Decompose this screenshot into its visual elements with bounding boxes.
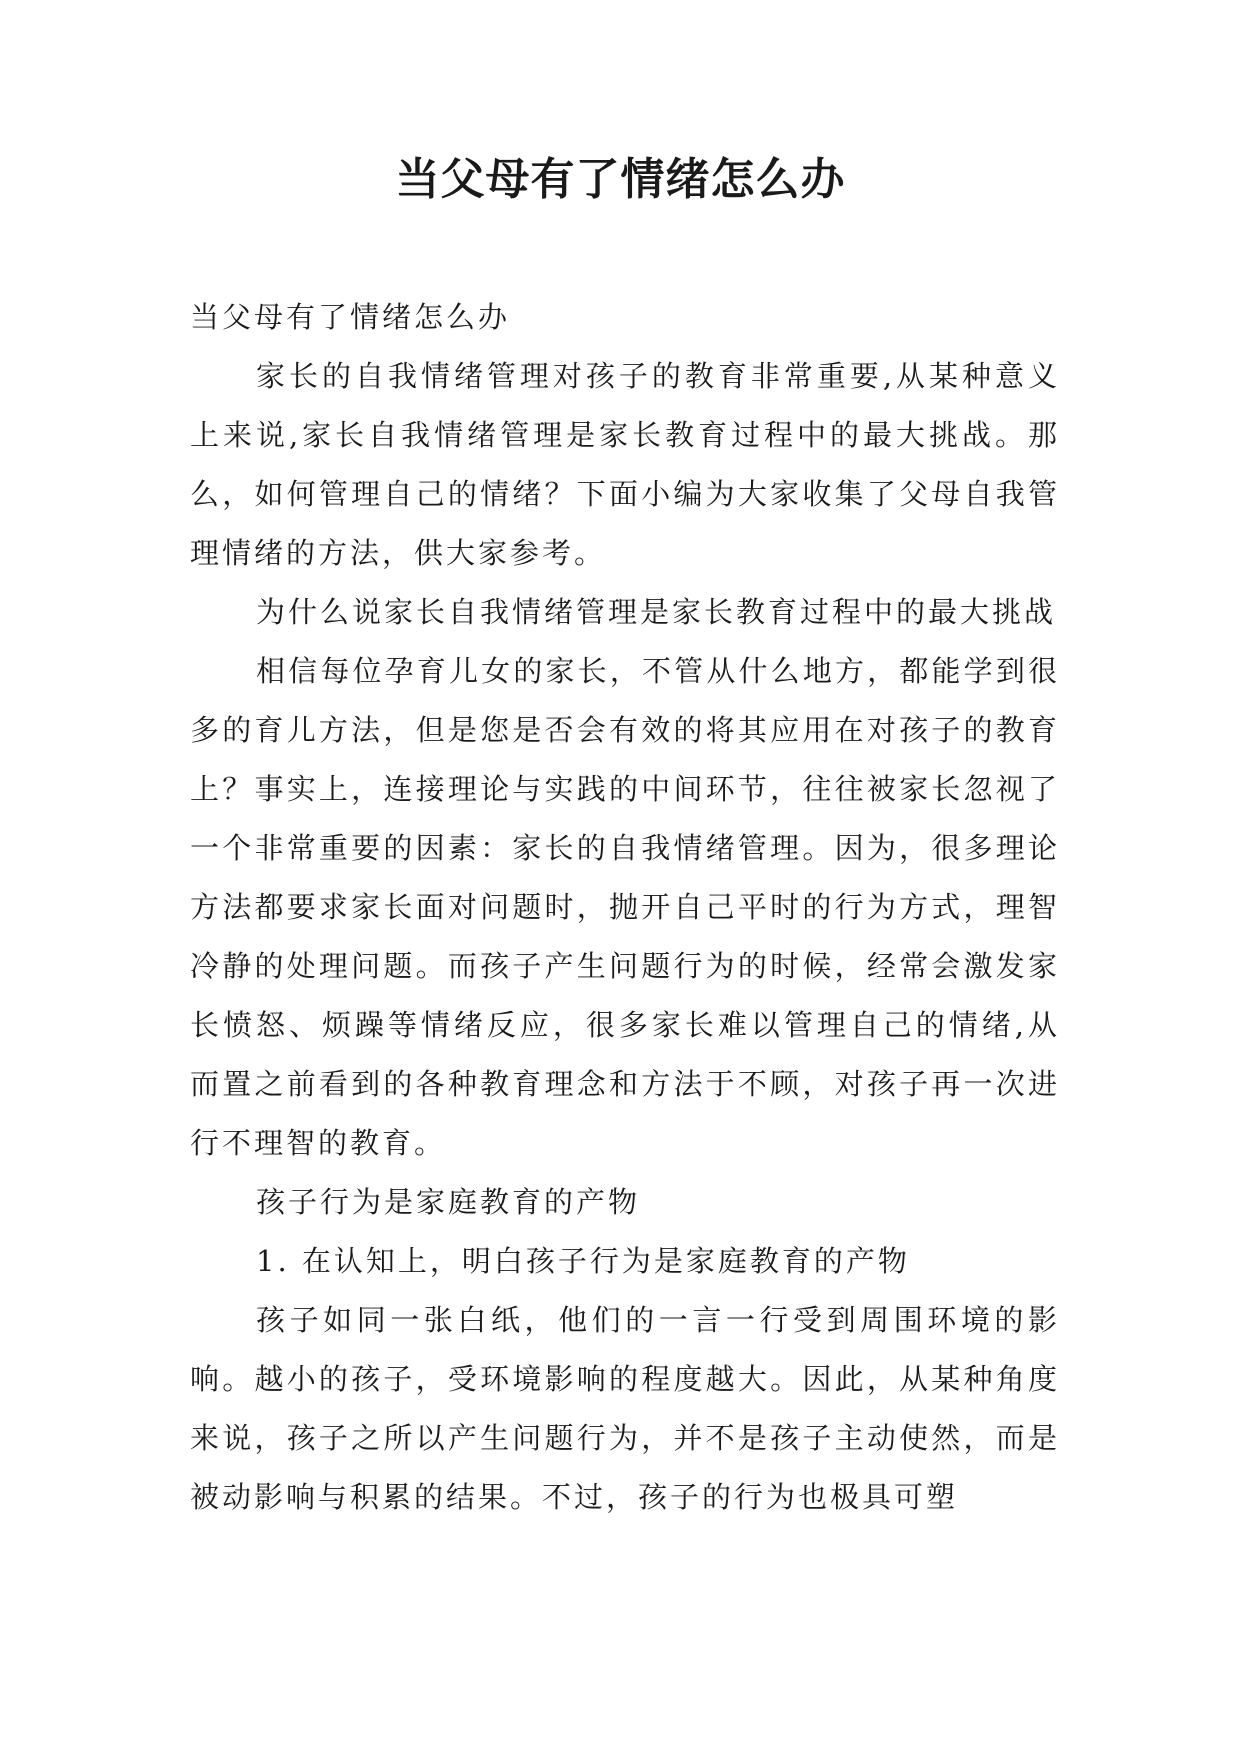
body-paragraph-behavior: 孩子如同一张白纸，他们的一言一行受到周围环境的影响。越小的孩子，受环境影响的程度越大。因此，从某种角度来说，孩子之所以产生问题行为，并不是孩子主动使然，而是被动影响与积累的结果。不过，孩子的行为也极具可塑 [190, 1303, 1060, 1514]
numbered-heading-1: 1. 在认知上，明白孩子行为是家庭教育的产物 [256, 1244, 910, 1278]
document-body [190, 288, 1060, 1527]
document-title: 当父母有了情绪怎么办 [395, 154, 846, 205]
subtitle-paragraph: 当父母有了情绪怎么办 [190, 300, 511, 334]
body-paragraph-challenge: 相信每位孕育儿女的家长，不管从什么地方，都能学到很多的育儿方法，但是您是否会有效的将其应用在对孩子的教育上？事实上，连接理论与实践的中间环节，往往被家长忽视了一个非常重要的因素：家长的自我情绪管理。因为，很多理论方法都要求家长面对问题时，抛开自己平时的行为方式，理智冷静的处理问题。而孩子产生问题行为的时候，经常会激发家长愤怒、烦躁等情绪反应，很多家长难以管理自己的情绪,从而置之前看到的各种教育理念和方法于不顾，对孩子再一次进行不理智的教育。 [190, 654, 1060, 1160]
section-heading-behavior: 孩子行为是家庭教育的产物 [256, 1185, 641, 1219]
intro-paragraph: 家长的自我情绪管理对孩子的教育非常重要,从某种意义上来说,家长自我情绪管理是家长教育过程中的最大挑战。那么，如何管理自己的情绪？下面小编为大家收集了父母自我管理情绪的方法，供大家参考。 [190, 359, 1060, 570]
section-heading-challenge: 为什么说家长自我情绪管理是家长教育过程中的最大挑战 [256, 595, 1057, 629]
